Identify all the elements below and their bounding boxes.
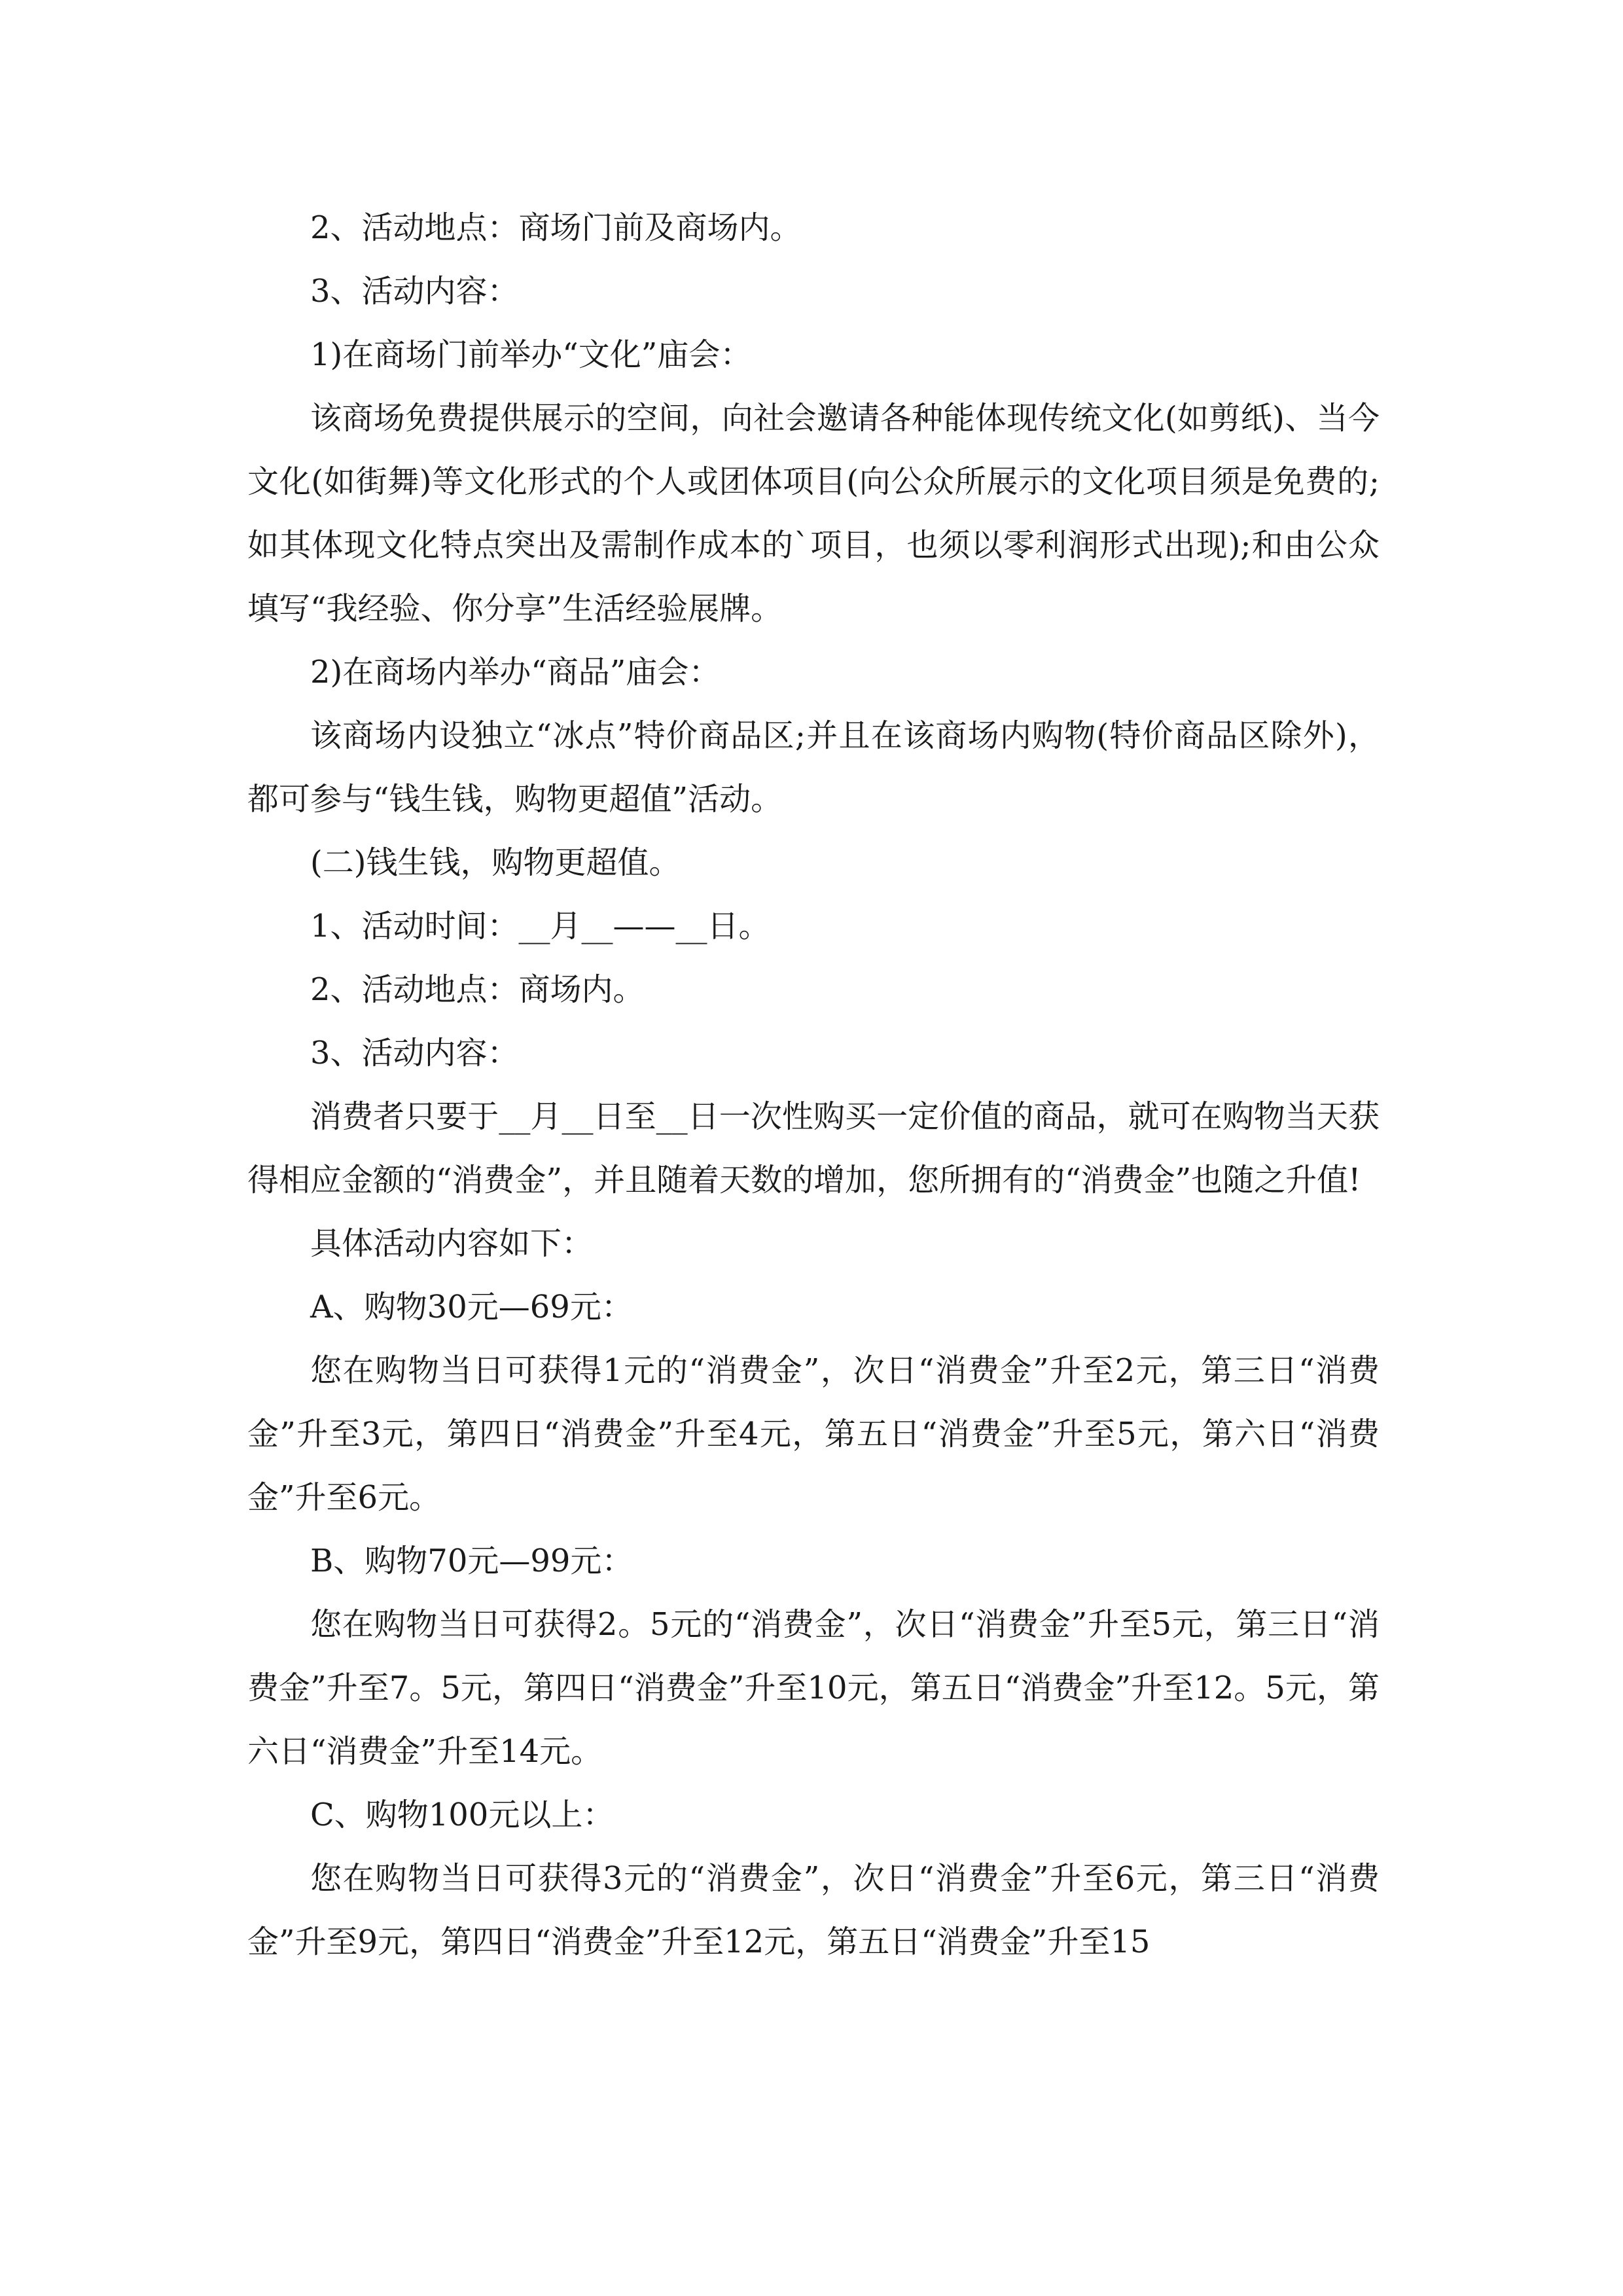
paragraph-tier-c-heading: C、购物100元以上： bbox=[310, 1797, 615, 1833]
paragraph-location: 2、活动地点：商场门前及商场内。 bbox=[310, 209, 802, 246]
paragraph-culture-fair-body: 该商场免费提供展示的空间，向社会邀请各种能体现传统文化(如剪纸)、当今文化(如街舞)等文化形式的个人或团体项目(向公众所展示的文化项目须是免费的;如其体现文化特点突出及需制作成本的`项目，也须以零利润形式出现);和由公众填写“我经验、你分享”生活经验展牌。 bbox=[247, 400, 1380, 627]
document-page bbox=[247, 196, 1380, 1974]
paragraph-tier-c-body: 您在购物当日可获得3元的“消费金”，次日“消费金”升至6元，第三日“消费金”升至9元，第四日“消费金”升至12元，第五日“消费金”升至15 bbox=[247, 1860, 1380, 1960]
paragraph-goods-fair-body: 该商场内设独立“冰点”特价商品区;并且在该商场内购物(特价商品区除外)，都可参与“钱生钱，购物更超值”活动。 bbox=[247, 717, 1380, 817]
paragraph-tier-b-body: 您在购物当日可获得2。5元的“消费金”，次日“消费金”升至5元，第三日“消费金”升至7。5元，第四日“消费金”升至10元，第五日“消费金”升至12。5元，第六日“消费金”升至14元。 bbox=[247, 1606, 1380, 1770]
paragraph-culture-fair-heading: 1)在商场门前举办“文化”庙会： bbox=[310, 336, 752, 373]
paragraph-tier-b-heading: B、购物70元—99元： bbox=[310, 1543, 633, 1579]
paragraph-content-heading: 3、活动内容： bbox=[310, 273, 519, 310]
paragraph-section-two-heading: (二)钱生钱，购物更超值。 bbox=[310, 844, 681, 881]
paragraph-tier-a-body: 您在购物当日可获得1元的“消费金”，次日“消费金”升至2元，第三日“消费金”升至3元，第四日“消费金”升至4元，第五日“消费金”升至5元，第六日“消费金”升至6元。 bbox=[247, 1352, 1380, 1516]
paragraph-activity-location: 2、活动地点：商场内。 bbox=[310, 971, 645, 1008]
paragraph-activity-time: 1、活动时间：__月__——__日。 bbox=[310, 908, 770, 944]
paragraph-goods-fair-heading: 2)在商场内举办“商品”庙会： bbox=[310, 654, 721, 691]
paragraph-tier-a-heading: A、购物30元—69元： bbox=[310, 1289, 633, 1325]
paragraph-activity-content-heading: 3、活动内容： bbox=[310, 1035, 519, 1071]
paragraph-consumer-rule: 消费者只要于__月__日至__日一次性购买一定价值的商品，就可在购物当天获得相应金额的“消费金”，并且随着天数的增加，您所拥有的“消费金”也随之升值! bbox=[247, 1098, 1380, 1198]
paragraph-details-heading: 具体活动内容如下： bbox=[310, 1225, 594, 1262]
